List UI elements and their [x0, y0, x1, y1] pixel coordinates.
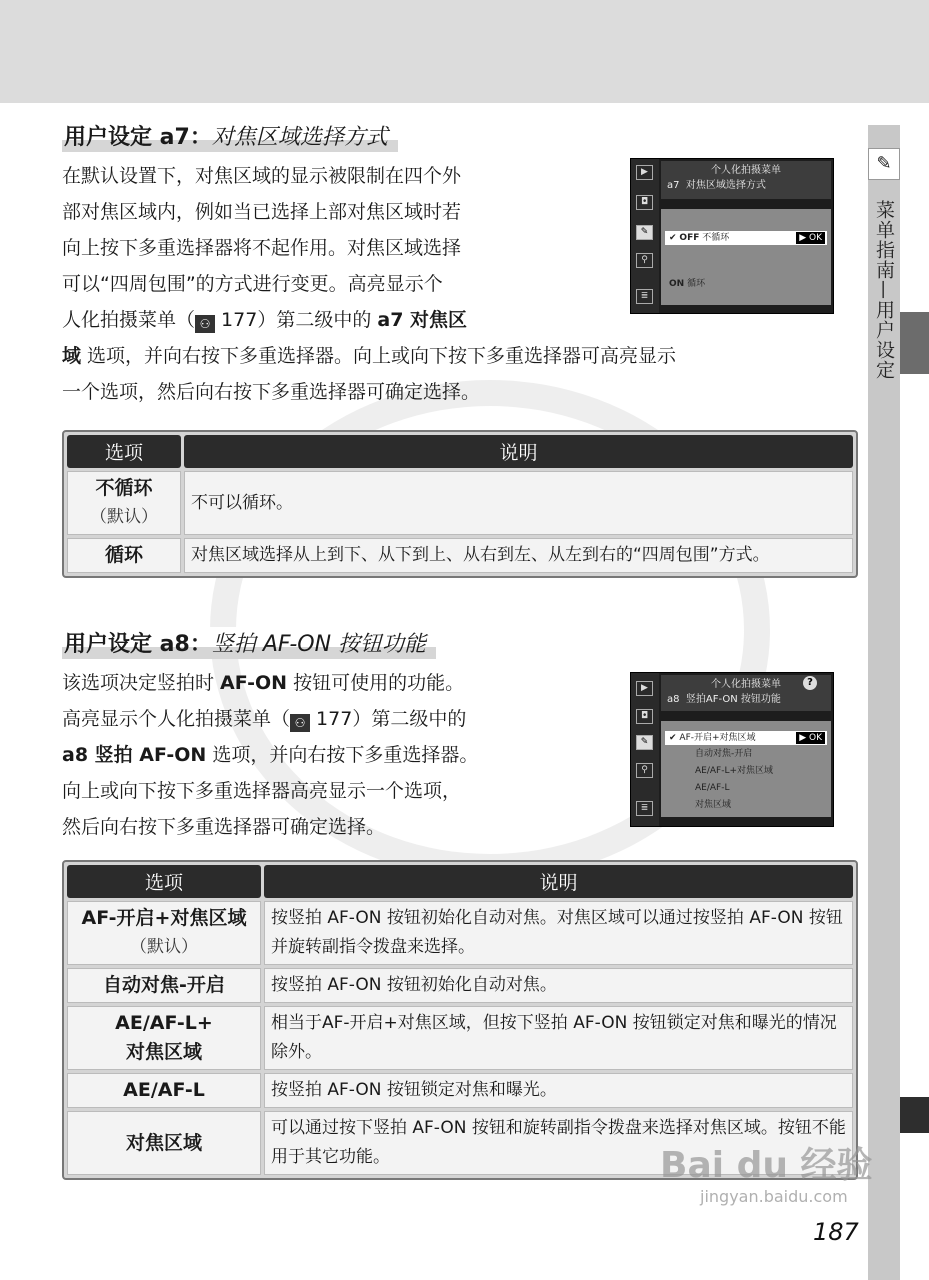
screen-option-list: [661, 721, 831, 817]
screen-header: [661, 675, 831, 711]
a7-line-5a: 人化拍摄菜单（: [62, 309, 196, 331]
playback-icon: ▶: [636, 681, 653, 696]
column-header-option: 选项: [67, 435, 181, 468]
a7-line-5-bold: a7 对焦区: [377, 309, 468, 331]
table-row: [67, 968, 853, 1003]
page-reference-icon: ⚇: [195, 315, 215, 333]
screen-code: a7: [667, 180, 680, 191]
description-cell: 可以通过按下竖拍 AF-ON 按钮和旋转副指令拨盘来选择对焦区域。按钮不能用于其它功能。: [264, 1111, 853, 1175]
screen-option-on: [665, 277, 827, 291]
a8-options-table: [62, 860, 858, 1180]
a8-paragraph: [62, 665, 622, 845]
description-cell: 不可以循环。: [184, 471, 853, 535]
option-name: 不循环: [95, 477, 153, 499]
column-header-option: 选项: [67, 865, 261, 898]
baidu-watermark-url: jingyan.baidu.com: [700, 1187, 848, 1206]
a7-title-main: 对焦区域选择方式: [211, 125, 388, 150]
a8-line-1: [62, 665, 622, 701]
camera-icon: ◘: [636, 195, 653, 210]
table-row: [67, 901, 853, 965]
a7-options-table: [62, 430, 858, 578]
a8-line-3: [62, 737, 622, 773]
table-row: [67, 1006, 853, 1070]
option-code: ON: [669, 279, 685, 289]
check-icon: ✔: [669, 233, 677, 243]
help-icon: ?: [803, 676, 817, 690]
screen-subtitle: 对焦区域选择方式: [685, 180, 766, 191]
a7-section-title: [62, 120, 398, 152]
ok-indicator: ▶ OK: [796, 232, 825, 244]
screen-option-4: AE/AF-L: [695, 783, 730, 793]
option-cell: [67, 538, 181, 573]
option-cell: [67, 471, 181, 535]
sidebar-tab-marker-lower: [900, 1097, 929, 1133]
pencil-icon: ✎: [636, 225, 653, 240]
screen-option-3: AE/AF-L+对焦区域: [695, 766, 774, 776]
description-cell: 对焦区域选择从上到下、从下到上、从右到左、从左到右的“四周包围”方式。: [184, 538, 853, 573]
a7-line-5b: 177）第二级中的: [215, 309, 378, 331]
a8-line-2: [62, 701, 622, 737]
a8-line-3-bold: a8 竖拍 AF-ON: [62, 744, 207, 766]
description-cell: 相当于AF-开启+对焦区域，但按下竖拍 AF-ON 按钮锁定对焦和曝光的情况除外。: [264, 1006, 853, 1070]
a8-camera-screen: [630, 672, 834, 827]
pencil-icon: ✎: [868, 148, 900, 180]
a7-line-2: 部对焦区域内，例如当已选择上部对焦区域时若: [62, 201, 462, 223]
a8-line-2a: 高亮显示个人化拍摄菜单（: [62, 708, 291, 730]
option-name: AF-开启+对焦区域: [81, 907, 247, 929]
a8-line-5: 然后向右按下多重选择器可确定选择。: [62, 816, 386, 838]
baidu-watermark-logo: Bai du 经验: [660, 1145, 873, 1186]
option-name: 循环: [104, 544, 143, 566]
option-cell: [67, 901, 261, 965]
screen-header: [661, 161, 831, 199]
recent-menu-icon: ≣: [636, 801, 653, 816]
table-header-row: [67, 865, 853, 898]
a8-line-1a: 该选项决定竖拍时: [62, 672, 221, 694]
a7-line-5: [62, 302, 592, 338]
a7-line-4: 可以“四周包围”的方式进行变更。高亮显示个: [62, 273, 443, 295]
option-cell: [67, 1006, 261, 1070]
a7-title-prefix: 用户设定 a7：: [64, 125, 212, 150]
description-cell: 按竖拍 AF-ON 按钮初始化自动对焦。: [264, 968, 853, 1003]
table-header-row: [67, 435, 853, 468]
screen-header-title: 个人化拍摄菜单: [711, 165, 781, 176]
screen-subtitle: 竖拍AF-ON 按钮功能: [685, 694, 781, 705]
default-marker: （默认）: [130, 937, 198, 957]
a7-camera-screen: [630, 158, 834, 314]
screen-option-off: [665, 231, 827, 245]
a7-line-3: 向上按下多重选择器将不起作用。对焦区域选择: [62, 237, 462, 259]
a7-line-6-bold: 域: [62, 345, 82, 367]
page-reference-icon: ⚇: [290, 714, 310, 732]
option-name: AE/AF-L+: [115, 1012, 213, 1034]
sidebar-section-label: 菜单指南—用户设定: [873, 200, 895, 380]
option-label: 不循环: [702, 233, 730, 243]
screen-option-1: ✔ AF-开启+对焦区域 ▶ OK: [665, 731, 827, 745]
option-label: 循环: [687, 279, 706, 289]
a8-line-1b: 按钮可使用的功能。: [287, 672, 465, 694]
a7-line-1: 在默认设置下，对焦区域的显示被限制在四个外: [62, 165, 462, 187]
option-code: OFF: [679, 233, 700, 243]
a8-line-2b: 177）第二级中的: [310, 708, 467, 730]
option-label: AF-开启+对焦区域: [679, 733, 756, 743]
wrench-icon: ⚲: [636, 253, 653, 268]
option-cell: [67, 1111, 261, 1175]
a7-line-6: [62, 338, 862, 374]
sidebar-tab-marker: [900, 312, 929, 374]
playback-icon: ▶: [636, 165, 653, 180]
a8-line-4: 向上或向下按下多重选择器高亮显示一个选项，: [62, 780, 462, 802]
pencil-icon: ✎: [636, 735, 653, 750]
wrench-icon: ⚲: [636, 763, 653, 778]
screen-code: a8: [667, 694, 680, 705]
default-marker: （默认）: [90, 507, 158, 527]
option-cell: [67, 1073, 261, 1108]
screen-header-title: 个人化拍摄菜单: [711, 679, 781, 690]
a8-section-title: [62, 627, 436, 659]
a7-paragraph: [62, 158, 592, 338]
screen-option-2: 自动对焦-开启: [695, 749, 753, 759]
a8-line-3-rest: 选项，并向右按下多重选择器。: [206, 744, 479, 766]
description-cell: 按竖拍 AF-ON 按钮锁定对焦和曝光。: [264, 1073, 853, 1108]
page-number: 187: [813, 1218, 859, 1246]
option-cell: [67, 968, 261, 1003]
a7-line-7: 一个选项，然后向右按下多重选择器可确定选择。: [62, 381, 481, 403]
option-name: 自动对焦-开启: [103, 974, 225, 996]
a8-title-main: 竖拍 AF-ON 按钮功能: [211, 632, 427, 657]
top-band: [0, 0, 929, 103]
column-header-description: 说明: [184, 435, 853, 468]
a7-line-6-rest: 选项，并向右按下多重选择器。向上或向下按下多重选择器可高亮显示: [81, 345, 677, 367]
ok-indicator: ▶ OK: [796, 732, 825, 744]
table-row: [67, 1073, 853, 1108]
screen-option-5: 对焦区域: [695, 800, 732, 810]
description-cell: 按竖拍 AF-ON 按钮初始化自动对焦。对焦区域可以通过按竖拍 AF-ON 按钮并旋转副指令拨盘来选择。: [264, 901, 853, 965]
column-header-description: 说明: [264, 865, 853, 898]
option-name: AE/AF-L: [123, 1079, 205, 1101]
table-row: [67, 471, 853, 535]
option-name-line2: 对焦区域: [125, 1041, 202, 1063]
camera-icon: ◘: [636, 709, 653, 724]
a8-line-1-bold: AF-ON: [220, 672, 288, 694]
a7-paragraph-cont: [62, 338, 862, 410]
screen-option-list: [661, 209, 831, 305]
a8-title-prefix: 用户设定 a8：: [64, 632, 212, 657]
option-name: 对焦区域: [125, 1131, 202, 1154]
table-row: [67, 538, 853, 573]
recent-menu-icon: ≣: [636, 289, 653, 304]
